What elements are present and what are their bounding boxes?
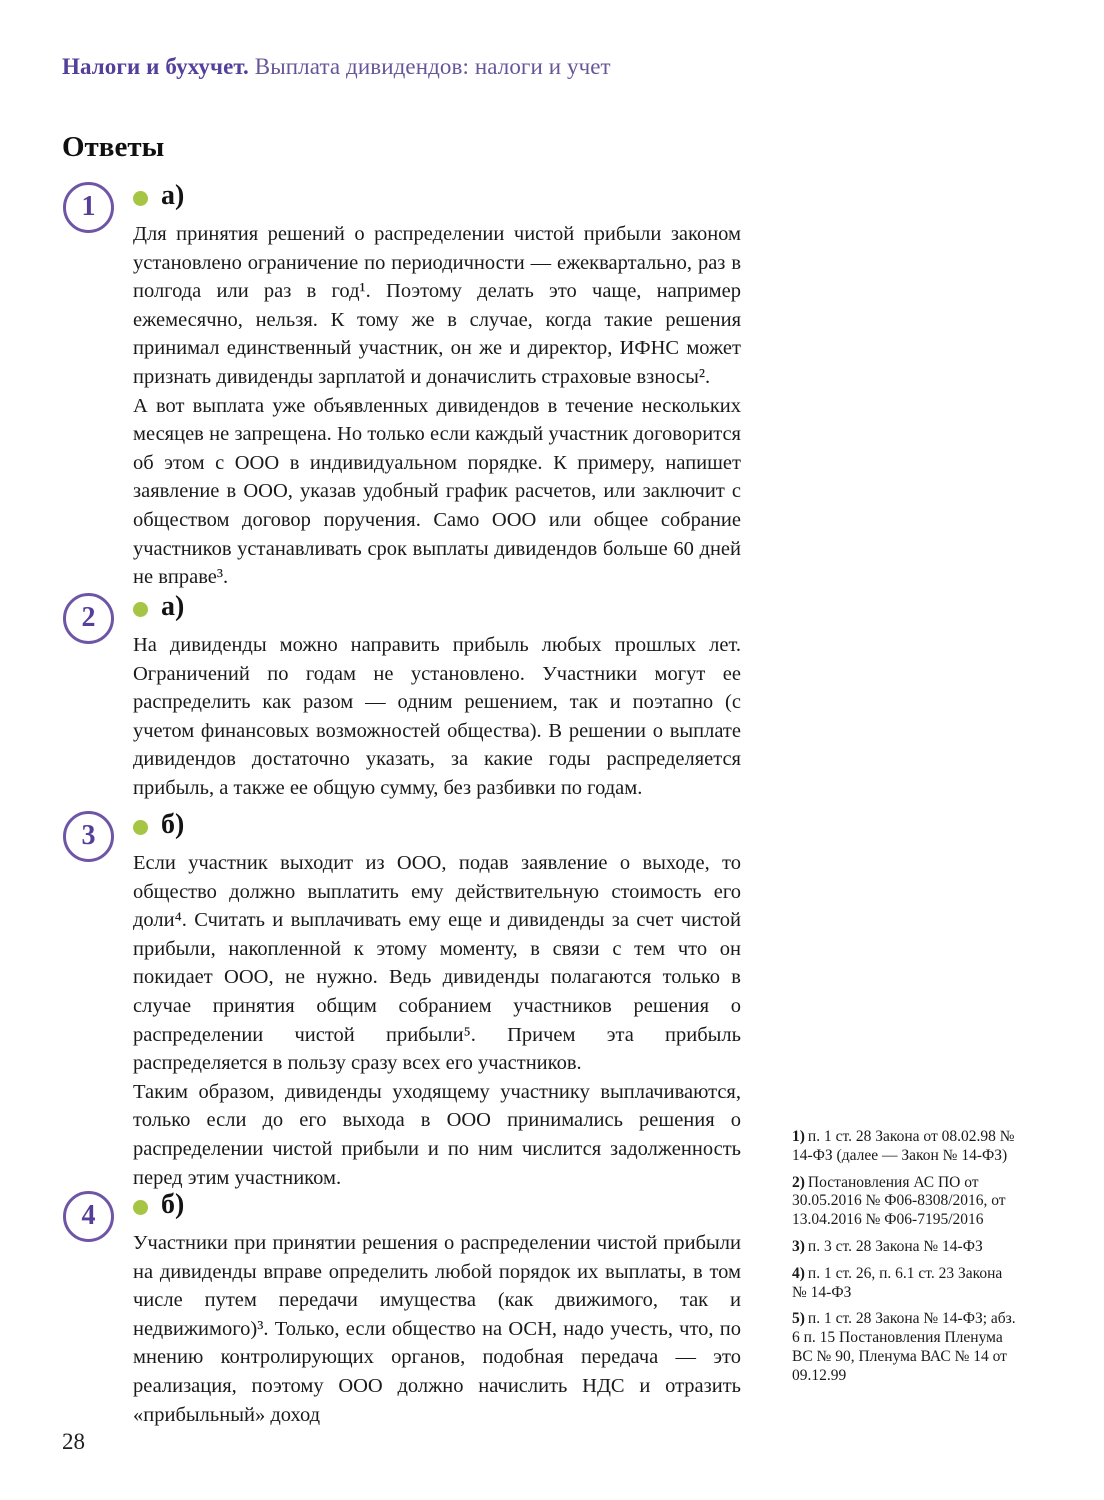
answer-letter-row bbox=[133, 1189, 741, 1225]
footnote-number: 3) bbox=[792, 1237, 805, 1255]
answer-paragraph: Если участник выходит из ООО, подав заявление о выходе, то общество должно выплатить ему действительную стоимость его доли⁴. Считать и выплачивать ему еще и дивиденды за счет чистой прибыли, накопленной к этому моменту, в связи с тем что он покидает ООО, не нужно. Ведь дивиденды полагаются только в случае принятия общим собранием участников решения о распределении чистой прибыли⁵. Причем эта прибыль распределяется в пользу сразу всех его участников. bbox=[133, 852, 741, 1075]
answer-letter: б) bbox=[161, 1189, 185, 1220]
answer-paragraph: А вот выплата уже объявленных дивидендов в течение нескольких месяцев не запрещена. Но только если каждый участник договорится об этом с ООО в индивидуальном порядке. К примеру, напишет заявление в ООО, указав удобный график расчетов, или заключит с обществом договор поручения. Само ООО или общее собрание участников устанавливать срок выплаты дивидендов больше 60 дней не вправе³. bbox=[133, 394, 741, 589]
footnote-number: 1) bbox=[792, 1128, 805, 1145]
answer-number-badge bbox=[63, 593, 114, 644]
footnote-number: 4) bbox=[792, 1264, 805, 1282]
answer-item-2 bbox=[62, 591, 741, 803]
footnote-4 bbox=[792, 1265, 1020, 1303]
answer-paragraph: Для принятия решений о распределении чистой прибыли законом установлено ограничение по периодичности — ежеквартально, раз в полгода или раз в год¹. Поэтому делать это чаще, например ежемесячно, нельзя. К тому же в случае, когда такие решения принимал единственный участник, он же и директор, ИФНС может признать дивиденды зарплатой и доначислить страховые взносы². bbox=[133, 223, 741, 388]
footnote-text: п. 1 ст. 28 Закона № 14-ФЗ; абз. 6 п. 15 Постановления Пленума ВС № 90, Пленума ВАС № 14 от 09.12.99 bbox=[792, 1310, 1016, 1384]
footnote-text: Постановления АС ПО от 30.05.2016 № Ф06-8308/2016, от 13.04.2016 № Ф06-7195/2016 bbox=[792, 1173, 1006, 1229]
footnote-number: 5) bbox=[792, 1310, 805, 1328]
answer-letter: а) bbox=[161, 591, 185, 622]
footnote-text: п. 3 ст. 28 Закона № 14-ФЗ bbox=[807, 1237, 983, 1255]
page-number: 28 bbox=[62, 1429, 85, 1454]
footnote-text: п. 1 ст. 26, п. 6.1 ст. 23 Закона № 14-ФЗ bbox=[792, 1264, 1003, 1301]
page-header bbox=[62, 53, 611, 81]
bullet-icon bbox=[133, 1200, 148, 1215]
footnote-text: п. 1 ст. 28 Закона от 08.02.98 № 14-ФЗ (далее — Закон № 14-ФЗ) bbox=[792, 1128, 1015, 1164]
answer-letter-row bbox=[133, 591, 741, 627]
answer-item-3 bbox=[62, 809, 741, 1192]
footnote-2 bbox=[792, 1174, 1020, 1230]
answer-letter-row bbox=[133, 180, 741, 216]
footnotes-sidebar bbox=[792, 1128, 1020, 1394]
answer-number-badge bbox=[63, 182, 114, 233]
footnote-1 bbox=[792, 1128, 1020, 1166]
bullet-icon bbox=[133, 602, 148, 617]
footnote-3 bbox=[792, 1238, 1020, 1257]
answer-letter: б) bbox=[161, 809, 185, 840]
answer-paragraph: Таким образом, дивиденды уходящему участнику выплачиваются, только если до его выхода в ООО принимались решения о распределении чистой прибыли и по ним числится задолженность перед этим участником. bbox=[133, 1080, 741, 1189]
answer-letter-row bbox=[133, 809, 741, 845]
answer-number: 1 bbox=[81, 190, 96, 222]
answer-body bbox=[133, 180, 741, 592]
answer-number: 3 bbox=[81, 819, 96, 851]
answer-body bbox=[133, 591, 741, 803]
answer-number: 2 bbox=[81, 601, 96, 633]
answer-number-badge bbox=[63, 811, 114, 862]
bullet-icon bbox=[133, 191, 148, 206]
answer-letter: а) bbox=[161, 180, 185, 211]
answer-item-4 bbox=[62, 1189, 741, 1429]
answer-paragraph: Участники при принятии решения о распределении чистой прибыли на дивиденды вправе определить любой порядок их выплаты, в том числе путем передачи имущества (как движимого, так и недвижимого)³. Только, если общество на ОСН, надо учесть, что, по мнению контролирующих органов, подобная передача — это реализация, поэтому ООО должно начислить НДС и отразить «прибыльный» доход bbox=[133, 1232, 741, 1426]
answer-body bbox=[133, 1189, 741, 1429]
answer-body bbox=[133, 809, 741, 1192]
answer-number: 4 bbox=[81, 1199, 96, 1231]
answer-number-badge bbox=[63, 1191, 114, 1242]
footnote-number: 2) bbox=[792, 1173, 805, 1191]
answers-heading: Ответы bbox=[62, 131, 165, 163]
answer-item-1 bbox=[62, 180, 741, 592]
article-title: Выплата дивидендов: налоги и учет bbox=[254, 54, 611, 79]
journal-section-name: Налоги и бухучет. bbox=[62, 54, 249, 79]
answer-paragraph: На дивиденды можно направить прибыль любых прошлых лет. Ограничений по годам не установлено. Участники могут ее распределить как разом — одним решением, так и поэтапно (с учетом финансовых возможностей общества). В решении о выплате дивидендов достаточно указать, за какие годы распределяется прибыль, а также ее общую сумму, без разбивки по годам. bbox=[133, 634, 741, 799]
bullet-icon bbox=[133, 820, 148, 835]
footnote-5 bbox=[792, 1310, 1020, 1385]
